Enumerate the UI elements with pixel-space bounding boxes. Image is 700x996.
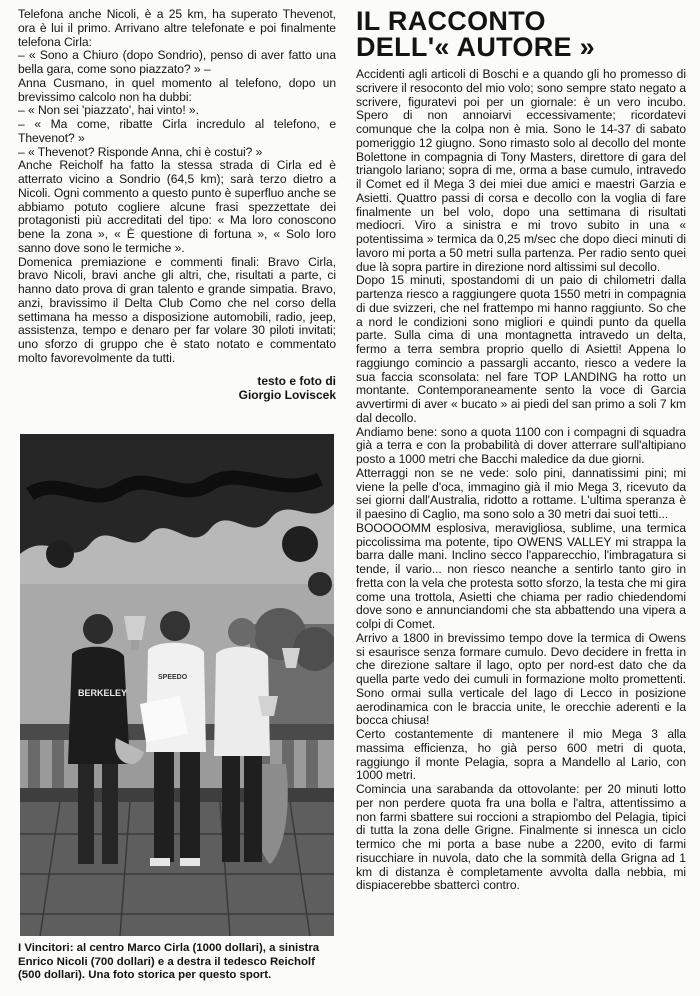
- winners-photo: [20, 434, 334, 936]
- article-paragraph: Comincia una sarabanda da ottovolante: per 20 minuti lotto per non perdere quota fra una bolla e l'altra, attentissimo a non farmi sbattere sui roccioni a strapiombo del Pelagia, tipici di tutta la zona delle Grigne. Finalmente si innesca un ciclo termico che mi porta a base nube a 2200, evito di farmi risucchiare in nuvola, dato che la sommità della Grigna ad 1 km di distanza è completamente avvolta dalla nebbia, mi dispiacerebbe sbattercì contro.: [356, 782, 686, 893]
- article-paragraph: – « Non sei 'piazzato', hai vinto! ».: [18, 103, 199, 118]
- shirt-text-left: BERKELEY: [78, 688, 128, 698]
- article-paragraph: Dopo 15 minuti, spostandomi di un paio di chilometri dalla partenza riesco a raggiungere quota 1550 metri in compagnia di due svizzeri, che nel frattempo mi hanno raggiunto. So che a nord le condizioni sono migliori e quindi punto da quella parte. Sulla cima di una montagnetta intravedo un delta, fermo a terra sembra proprio quello di Asietti! Appena lo raggiungo comincio a passargli accanto, riesco a vedere la sua faccia sconsolata: nel fare TOP LANDING ha rotto un montante. Contemporaneamente sento la voce di Garcia avvertirmi di aver « bucato » ai piedi del san primo a soli 7 km dal decollo.: [356, 273, 686, 425]
- credit-author: Giorgio Loviscek: [238, 387, 336, 402]
- photo-caption: I Vincitori: al centro Marco Cirla (1000 dollari), a sinistra Enrico Nicoli (700 dollari) e a destra il tedesco Reicholf (500 dollari). Una foto storica per questo sport.: [18, 942, 320, 981]
- article-paragraph: – « Thevenot? Risponde Anna, chi è costui? »: [18, 144, 263, 159]
- article-paragraph: Andiamo bene: sono a quota 1100 con i compagni di squadra già a terra e con la probabilità di dover atterrare sull'altipiano posto a 1000 metri che Bacchi maledice da due giorni.: [356, 424, 686, 466]
- article-paragraph: Anche Reicholf ha fatto la stessa strada di Cirla ed è atterrato vicino a Sondrio (64,5 km); sarà terzo dietro a Nicoli. Ogni commento a questo punto è superfluo anche se abbiamo potuto cogliere alcune frasi spezzettate dei protagonisti più accreditati del tipo: « Ma loro conoscono bene la zona », « È questione di fortuna », « Solo loro sanno dove sono le termiche ».: [18, 158, 336, 255]
- headline-line: DELL'« AUTORE »: [356, 32, 595, 62]
- photo-illustration: [20, 434, 334, 936]
- credit-line: testo e foto di: [257, 373, 336, 388]
- article-paragraph: Certo costantemente di mantenere il mio Mega 3 alla massima efficienza, ho già perso 600 metri di quota, raggiungo il monte Pelagia, sopra a Mandello al Lario, con 1000 metri.: [356, 727, 686, 783]
- article-paragraph: BOOOOOMM esplosiva, meravigliosa, sublime, una termica piccolissima ma potente, tipo OWENS VALLEY mi strappa la barra dalle mani. Inclino secco l'apparecchio, l'imbragatura si tende, il vario... non riesco neanche a sentirlo tanto giro in fretta con la vela che protesta sotto sforzo, la testa che mi gira come una trottola, Asietti che chiama per radio chiedendomi dove sono e annunciandomi che sta abbattendo una vipera a colpi di Comet.: [356, 520, 686, 631]
- article-paragraph: Accidenti agli articoli di Boschi e a quando gli ho promesso di scrivere il resoconto del mio volo; sono sempre stato negato a scrivere, figuratevi poi per un giornale: è un vero incubo. Spero di non annoiarvi eccessivamente; ricordatevi comunque che la colpa non è mia. Sono le 14-37 di sabato pomeriggio 12 giugno. Sono rimasto solo al decollo del monte Bolettone in compagnia di Tony Masters, direttore di gara del triangolo lariano; sopra di me, orma a base cumulo, intravedo il Comet ed il Mega 3 dei miei due amici e maestri Garzia e Asietti. Quattro passi di corsa e decollo con la voglia di fare finalmente un bel volo, dopo una settimana di risultati mediocri. Viro a sinistra e mi trovo subito in una « potentissima » termica da 0,25 m/sec che dopo dieci minuti di lavoro mi porta a 50 metri sulla partenza. Per radio sento quei due là sopra partire in direzione nord altissimi sul decollo.: [356, 67, 686, 274]
- article-paragraph: Telefona anche Nicoli, è a 25 km, ha superato Thevenot, ora è lui il primo. Arrivano altre telefonate e poi finalmente telefona Cirla:: [18, 7, 336, 49]
- article-paragraph: Domenica premiazione e commenti finali: Bravo Cirla, bravo Nicoli, bravi anche gli altri, che, risultati a parte, ci hanno dato prova di gran talento e grande simpatia. Bravo, anzi, bravissimo il Delta Club Como che nel corso della settimana ha messo a disposizione automobili, radio, jeep, assistenza, tempo e denaro per far volare 30 piloti invitati; uno sforzo di gruppo che è stato notato e commentato molto favorevolmente da tutti.: [18, 254, 336, 365]
- article-paragraph: Arrivo a 1800 in brevissimo tempo dove la termica di Owens si esaurisce senza formare cumulo. Devo decidere in fretta in che direzione saltare il lago, opto per nord-est dato che da quella parte vedo dei cumuli in formazione molto promettenti. Sono ormai sulla verticale del lago di Lecco in posizione aerodinamica con le braccia unite, le orecchie aderenti e la bocca chiusa!: [356, 630, 686, 728]
- shirt-text-center: SPEEDO: [158, 674, 188, 681]
- headline-line: IL RACCONTO: [356, 6, 546, 36]
- author-credit: [18, 374, 336, 402]
- article-paragraph: Anna Cusmano, in quel momento al telefono, dopo un brevissimo calcolo non ha dubbi:: [18, 75, 336, 104]
- right-column: [356, 8, 686, 893]
- article-headline: [356, 8, 686, 60]
- article-paragraph: Atterraggi non se ne vede: solo pini, dannatissimi pini; mi viene la pelle d'oca, immagino già il mio Mega 3, ricevuto da sei giorni dall'Australia, ridotto a rottame. L'ultima speranza è il paesino di Caglio, ma sono solo a 30 metri dai suoi tetti...: [356, 465, 686, 521]
- left-column: [18, 8, 336, 402]
- article-paragraph: – « Ma come, ribatte Cirla incredulo al telefono, e Thevenot? »: [18, 117, 336, 145]
- article-paragraph: – « Sono a Chiuro (dopo Sondrio), penso di aver fatto una bella gara, come sono piazzato? » –: [18, 48, 336, 76]
